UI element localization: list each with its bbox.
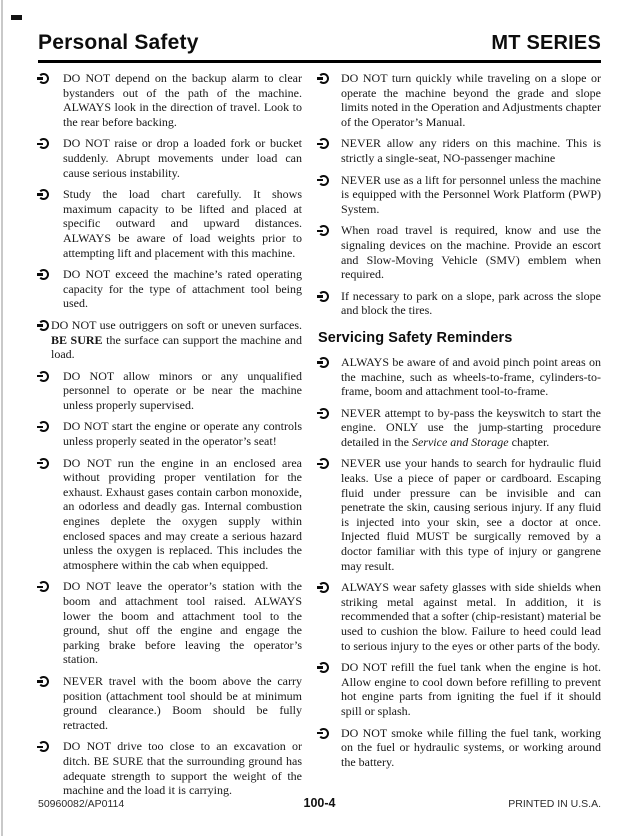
curved-arrow-bullet-icon [318,357,329,368]
footer-page-number: 100-4 [303,796,336,810]
page-header [38,31,601,55]
bullet-item [38,369,302,413]
bullet-item [318,71,601,129]
bullet-text: If necessary to park on a slope, park across the slope and block the tires. [341,288,601,318]
bullet-text: NEVER use your hands to search for hydraulic fluid leaks. Use a piece of paper or cardboard. Escaping fluid under pressure can be invisible and can penetrate the skin, causing serious injury. If any fluid is injected into your skin, see a doctor at once. Injected fluid MUST be surgically removed by a doctor familiar with this type of injury or gangrene may result. [341,456,601,573]
curved-arrow-bullet-icon [38,676,49,687]
left-bullet-list [38,71,302,798]
footer-part-number: 50960082/AP0114 [38,798,125,810]
series-title: MT SERIES [491,32,601,54]
curved-arrow-bullet-icon [318,662,329,673]
bullet-item [38,267,302,311]
curved-arrow-bullet-icon [38,741,49,752]
bullet-item [38,318,302,362]
bullet-text: DO NOT start the engine or operate any controls unless properly seated in the operator’s seat! [63,419,302,449]
curved-arrow-bullet-icon [38,73,49,84]
bullet-text: NEVER use as a lift for personnel unless the machine is equipped with the Personnel Work Platform (PWP) System. [341,172,601,216]
bullet-item [318,223,601,281]
bullet-item [318,456,601,573]
left-column [38,71,302,805]
print-registration-mark [11,15,22,20]
bullet-item [318,136,601,165]
bullet-text: NEVER attempt to by-pass the keyswitch to start the engine. ONLY use the jump-starting procedure detailed in the Service and Storage chapter. [341,405,601,449]
bullet-text: DO NOT exceed the machine’s rated operating capacity for the type of attachment tool being used. [63,267,302,311]
bullet-text: DO NOT use outriggers on soft or uneven surfaces. BE SURE the surface can support the machine and load. [51,317,302,362]
bullet-text: NEVER travel with the boom above the carry position (attachment tool should be at minimum ground clearance.) Boom should be fully retracted. [63,673,302,732]
bullet-item [38,71,302,129]
bullet-item [38,419,302,448]
bullet-item [38,579,302,667]
bullet-text: DO NOT turn quickly while traveling on a slope or operate the machine beyond the grade and slope limits noted in the Operation and Adjustments chapter of the Operator’s Manual. [341,71,601,129]
bullet-text: ALWAYS be aware of and avoid pinch point areas on the machine, such as wheels-to-frame, cylinders-to-frame, boom and attachment tool-to-frame. [341,354,601,399]
bullet-text: DO NOT run the engine in an enclosed area without providing proper ventilation for the exhaust. Exhaust gases contain carbon monoxide, an odorless and deadly gas. Internal combustion engines deplete the oxygen supply within enclosed spaces and may create a serious hazard unless the oxygen is replaced. This includes the atmosphere within the cab when equipped. [63,455,302,572]
servicing-section-heading: Servicing Safety Reminders [318,329,513,346]
page-body [38,71,601,805]
bullet-item [318,580,601,653]
bullet-item [38,187,302,260]
bullet-text: DO NOT refill the fuel tank when the engine is hot. Allow engine to cool down before refilling to prevent hot engine parts from igniting the fuel if it should spill or splash. [341,660,601,718]
curved-arrow-bullet-icon [38,458,49,469]
header-rule [38,60,601,63]
curved-arrow-bullet-icon [38,421,49,432]
bullet-item [38,136,302,180]
curved-arrow-bullet-icon [318,73,329,84]
right-column [318,71,601,805]
curved-arrow-bullet-icon [38,269,49,280]
bullet-item [318,355,601,399]
bullet-text: DO NOT allow minors or any unqualified personnel to operate or be near the machine unless properly supervised. [63,368,302,412]
curved-arrow-bullet-icon [318,458,329,469]
bullet-item [318,289,601,318]
bullet-item [318,660,601,718]
bullet-text: DO NOT raise or drop a loaded fork or bucket suddenly. Abrupt movements under load can cause serious instability. [63,136,302,180]
bullet-text: Study the load chart carefully. It shows maximum capacity to be lifted and placed at specific outward and upward distances. ALWAYS be aware of load weights prior to attempting lift and placement with this machine. [63,187,302,260]
curved-arrow-bullet-icon [318,291,329,302]
bullet-text: DO NOT leave the operator’s station with the boom and attachment tool raised. ALWAYS lower the boom and attachment tool to the ground, shut off the engine and engage the parking brake before leaving the operator’s station. [63,579,302,667]
curved-arrow-bullet-icon [318,582,329,593]
bullet-item [38,456,302,573]
curved-arrow-bullet-icon [318,408,329,419]
curved-arrow-bullet-icon [38,189,49,200]
right-bullet-list-top [318,71,601,318]
right-bullet-list-bottom [318,355,601,769]
curved-arrow-bullet-icon [318,225,329,236]
curved-arrow-bullet-icon [318,728,329,739]
curved-arrow-bullet-icon [38,581,49,592]
curved-arrow-bullet-icon [38,320,49,331]
footer-printed-in: PRINTED IN U.S.A. [508,798,602,810]
bullet-text: NEVER allow any riders on this machine. This is strictly a single-seat, NO-passenger machine [341,136,601,165]
bullet-item [318,406,601,450]
bullet-item [318,726,601,770]
bullet-item [318,173,601,217]
curved-arrow-bullet-icon [38,371,49,382]
bullet-item [38,674,302,732]
curved-arrow-bullet-icon [318,138,329,149]
bullet-text: DO NOT depend on the backup alarm to clear bystanders out of the path of the machine. ALWAYS look in the direction of travel. Look to the rear before backing. [63,71,302,129]
bullet-text: ALWAYS wear safety glasses with side shields when striking metal against metal. In addition, it is recommended that a softer (chip-resistant) material be used to cushion the blow. Failure to heed could lead to serious injury to the eyes or other parts of the body. [341,580,601,653]
scan-edge-line [1,0,3,836]
bullet-text: When road travel is required, know and use the signaling devices on the machine. Provide an escort and Slow-Moving Vehicle (SMV) emblem when required. [341,223,601,282]
curved-arrow-bullet-icon [318,175,329,186]
page-footer [38,796,601,810]
bullet-text: DO NOT smoke while filling the fuel tank, working on the fuel or hydraulic systems, or working around the battery. [341,725,601,769]
bullet-text: DO NOT drive too close to an excavation or ditch. BE SURE that the surrounding ground has adequate strength to support the weight of the machine and the load it is carrying. [63,739,302,798]
bullet-item [38,739,302,797]
curved-arrow-bullet-icon [38,138,49,149]
page-title: Personal Safety [38,31,199,54]
